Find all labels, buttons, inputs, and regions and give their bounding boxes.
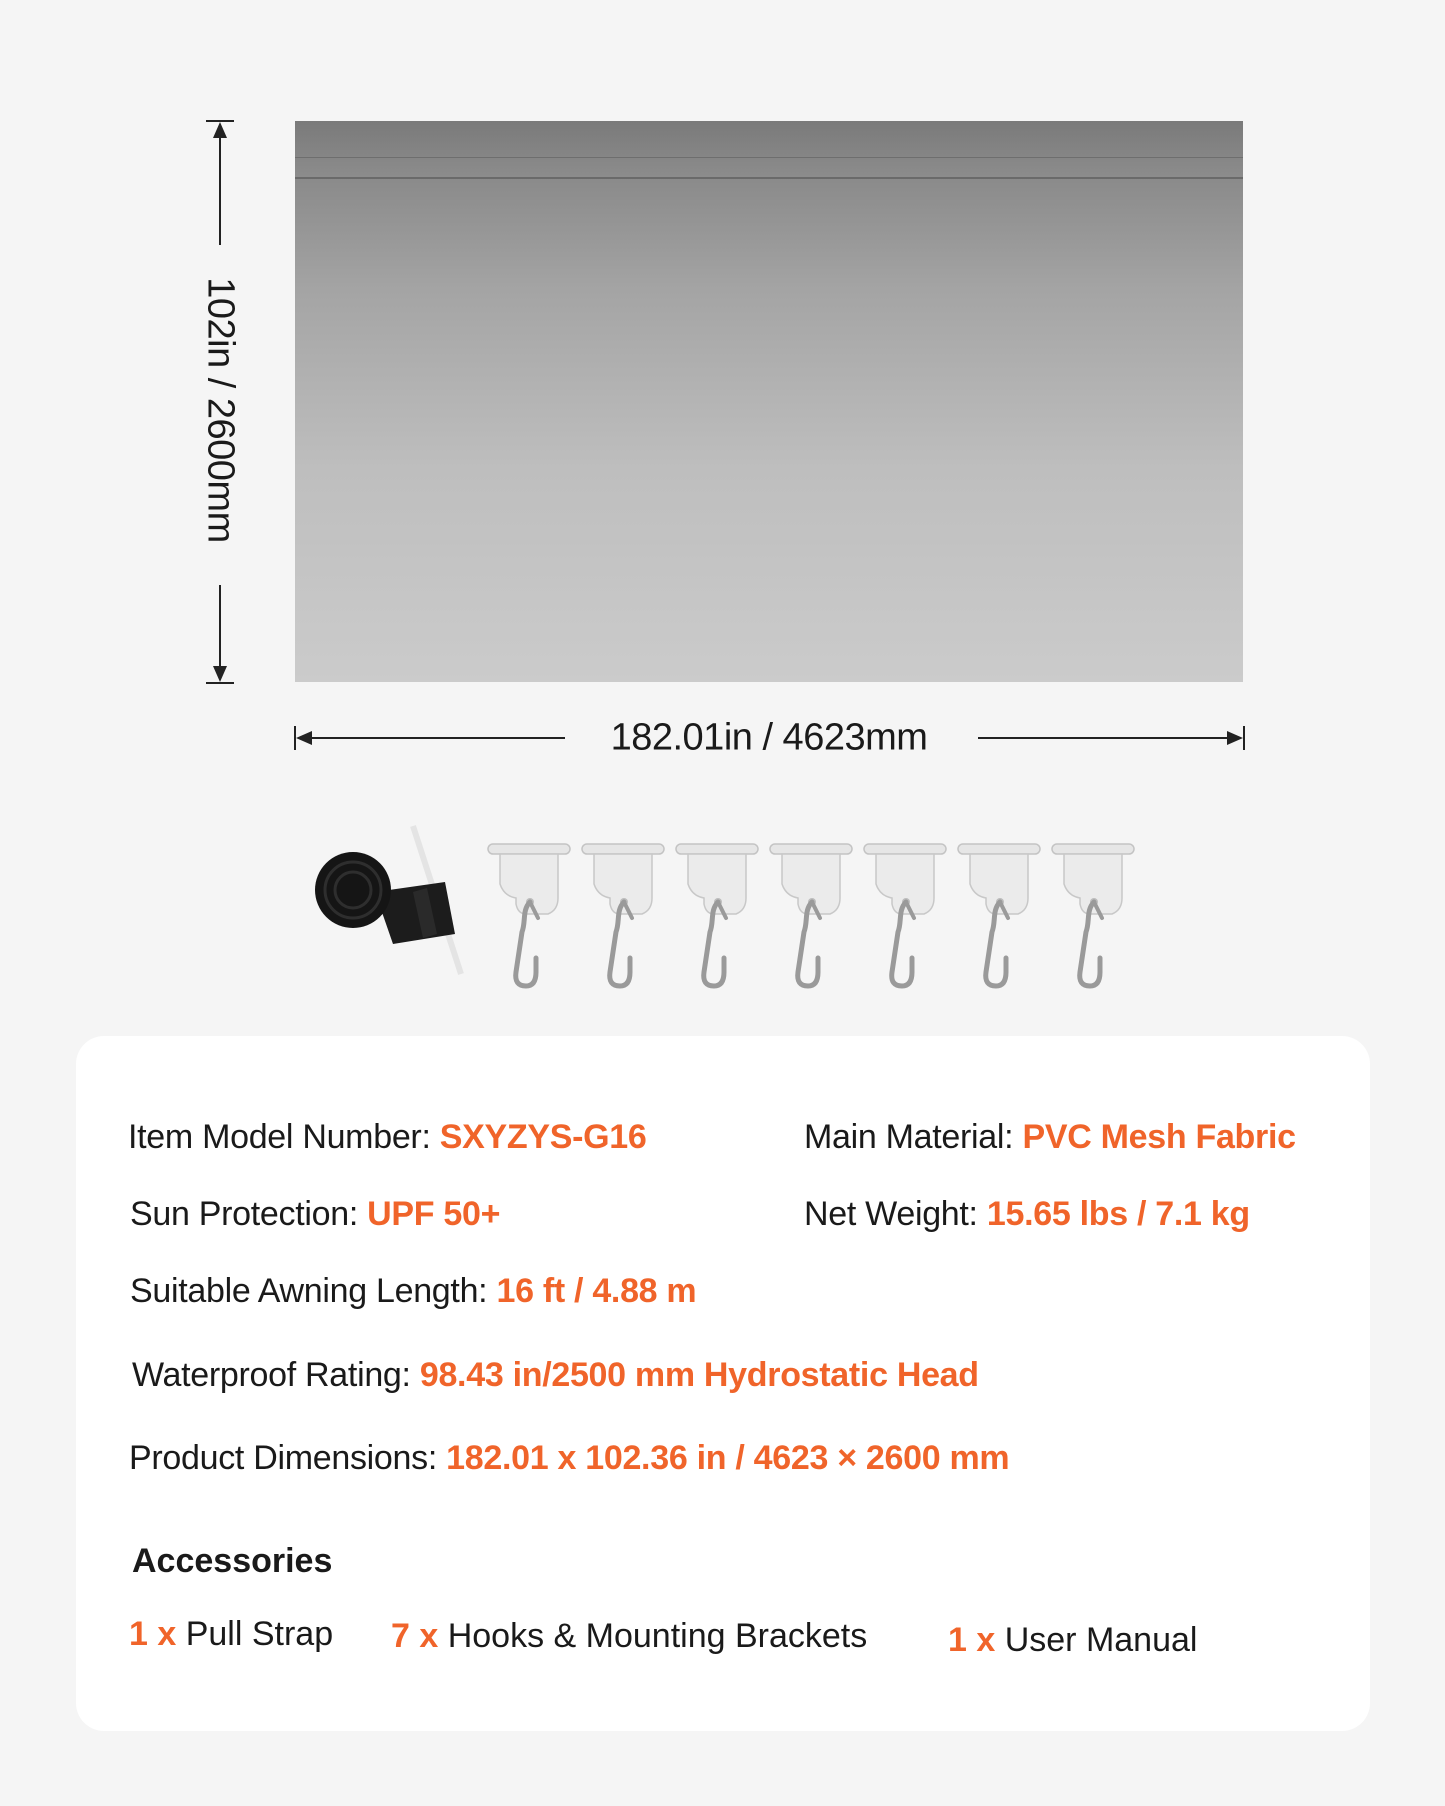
accessory-item <box>948 1621 1197 1660</box>
hook-bracket-icon <box>486 840 572 990</box>
spec-awning-length-label: Suitable Awning Length: <box>130 1272 497 1310</box>
hook-bracket-icon <box>580 840 666 990</box>
hook-bracket-icon <box>1050 840 1136 990</box>
awning-panel-hem <box>295 121 1243 179</box>
spec-waterproof-value: 98.43 in/2500 mm Hydrostatic Head <box>419 1356 979 1394</box>
accessory-qty: 1 x <box>129 1615 177 1653</box>
hook-bracket-icon <box>862 840 948 990</box>
spec-weight-value: 15.65 lbs / 7.1 kg <box>986 1195 1250 1233</box>
awning-panel-seam <box>295 157 1243 158</box>
height-label: 102in / 2600mm <box>199 277 242 543</box>
spec-model-value: SXYZYS-G16 <box>439 1118 647 1156</box>
spec-weight-label: Net Weight: <box>804 1195 987 1233</box>
accessory-qty: 1 x <box>948 1621 996 1659</box>
accessory-item <box>129 1615 333 1654</box>
pull-strap-icon <box>305 822 465 982</box>
spec-sun <box>130 1195 500 1234</box>
spec-material <box>804 1118 1296 1157</box>
height-line-bottom <box>219 585 221 674</box>
accessory-name: Hooks & Mounting Brackets <box>438 1617 868 1655</box>
width-line-right <box>978 737 1233 739</box>
accessories-title: Accessories <box>132 1542 333 1580</box>
spec-material-label: Main Material: <box>804 1118 1023 1156</box>
accessory-name: User Manual <box>995 1621 1198 1659</box>
spec-sun-value: UPF 50+ <box>367 1195 501 1233</box>
width-line-left <box>305 737 565 739</box>
spec-sun-label: Sun Protection: <box>130 1195 368 1233</box>
hook-bracket-icon <box>956 840 1042 990</box>
spec-model <box>128 1118 647 1157</box>
spec-awning-length-value: 16 ft / 4.88 m <box>496 1272 697 1310</box>
spec-dimensions-label: Product Dimensions: <box>129 1439 447 1477</box>
accessory-qty: 7 x <box>391 1617 439 1655</box>
spec-dimensions <box>129 1439 1009 1478</box>
arrow-down-icon <box>213 666 227 682</box>
spec-waterproof-label: Waterproof Rating: <box>132 1356 420 1394</box>
hook-bracket-icon <box>768 840 854 990</box>
accessory-item <box>391 1617 867 1656</box>
width-label: 182.01in / 4623mm <box>610 716 928 759</box>
arrow-right-icon <box>1227 731 1243 745</box>
spec-model-label: Item Model Number: <box>128 1118 440 1156</box>
width-tick-right <box>1243 726 1245 750</box>
spec-material-value: PVC Mesh Fabric <box>1022 1118 1296 1156</box>
spec-dimensions-value: 182.01 x 102.36 in / 4623 × 2600 mm <box>446 1439 1010 1477</box>
awning-panel-image <box>295 121 1243 682</box>
spec-weight <box>804 1195 1250 1234</box>
spec-awning-length <box>130 1272 696 1311</box>
spec-waterproof <box>132 1356 979 1395</box>
height-tick-bottom <box>206 682 234 684</box>
accessory-name: Pull Strap <box>176 1615 334 1653</box>
hook-bracket-icon <box>674 840 760 990</box>
height-line-top <box>219 130 221 245</box>
